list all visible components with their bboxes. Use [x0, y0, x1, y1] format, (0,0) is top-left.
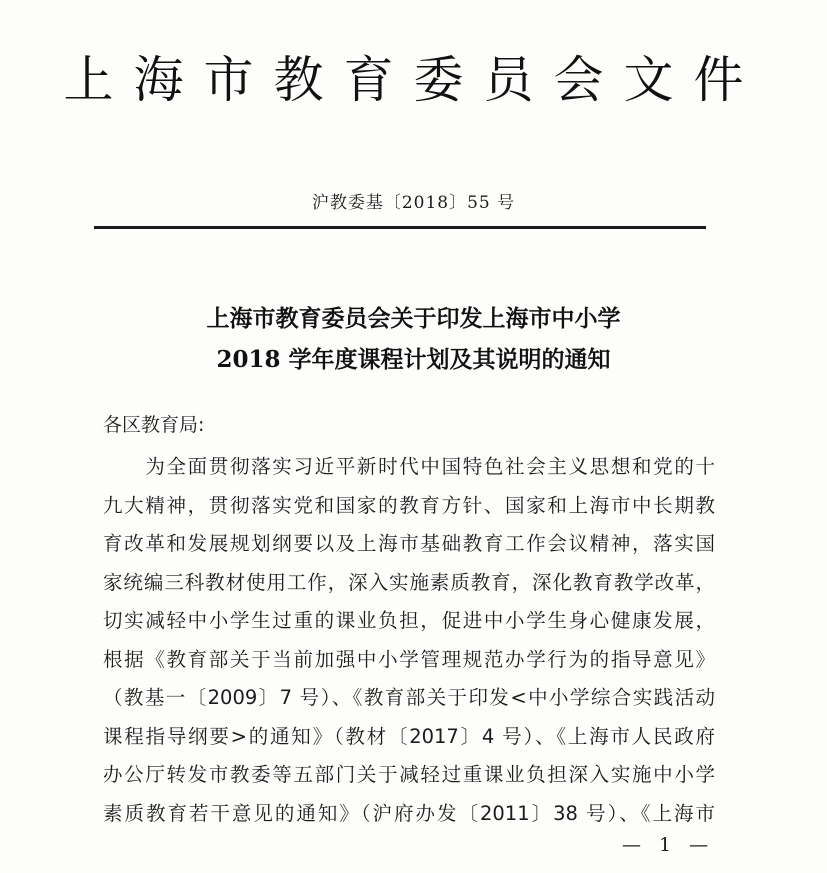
body-line: 育改革和发展规划纲要以及上海市基础教育工作会议精神，落实国 — [103, 532, 715, 555]
body-line: 家统编三科教材使用工作，深入实施素质教育，深化教育教学改革， — [103, 570, 715, 594]
body-line: 办公厅转发市教委等五部门关于减轻过重课业负担深入实施中小学 — [103, 763, 715, 786]
body-line: 素质教育若干意见的通知》（沪府办发〔2011〕38 号）、《上海市 — [103, 801, 715, 825]
page-number: — 1 — — [622, 834, 715, 856]
document-number: 沪教委基〔2018〕55 号 — [311, 193, 516, 213]
body-line: 为全面贯彻落实习近平新时代中国特色社会主义思想和党的十 — [103, 455, 715, 478]
title-line-2: 2018 学年度课程计划及其说明的通知 — [216, 346, 611, 373]
body-line: （教基一〔2009〕7 号）、《教育部关于印发<中小学综合实践活动 — [103, 686, 715, 709]
body-text — [103, 448, 715, 833]
addressee: 各区教育局: — [103, 414, 205, 436]
body-line: 课程指导纲要>的通知》（教材〔2017〕4 号）、《上海市人民政府 — [103, 724, 715, 748]
body-line: 九大精神，贯彻落实党和国家的教育方针、国家和上海市中长期教 — [103, 493, 715, 517]
title-line-1: 上海市教育委员会关于印发上海市中小学 — [206, 305, 621, 332]
body-line: 切实减轻中小学生过重的课业负担，促进中小学生身心健康发展， — [103, 609, 715, 632]
header-divider — [94, 226, 706, 229]
body-line: 根据《教育部关于当前加强中小学管理规范办学行为的指导意见》 — [103, 647, 715, 671]
document-title — [0, 298, 827, 380]
issuer-header: 上海市教育委员会文件 — [63, 51, 764, 109]
